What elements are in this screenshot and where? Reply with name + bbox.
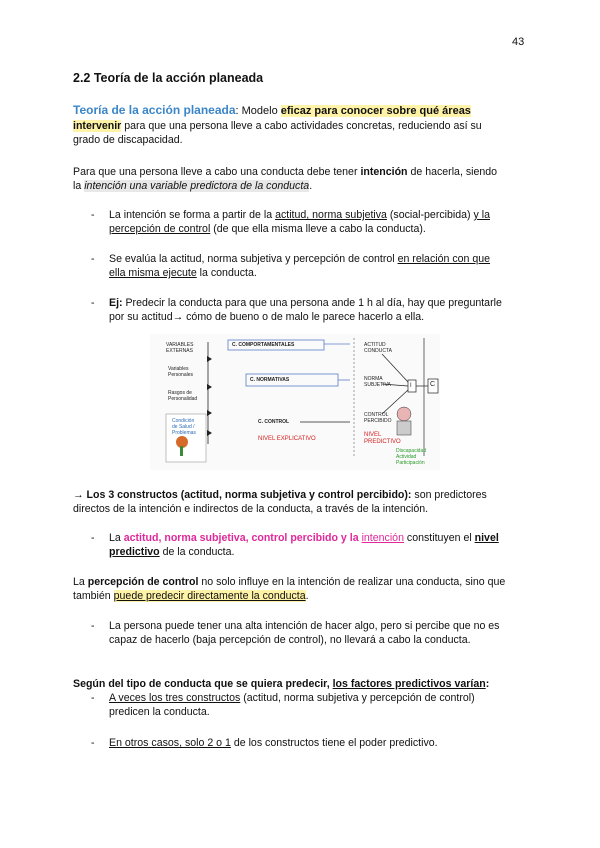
fig-text: VARIABLES — [166, 342, 194, 348]
text: Modelo — [238, 105, 281, 117]
text: . — [309, 180, 313, 192]
para2-line-2 — [73, 179, 312, 193]
fig-text: Problemas — [172, 430, 196, 436]
fig-text: EXTERNAS — [166, 348, 193, 354]
text: (social-percibida) — [386, 209, 474, 221]
page-number: 43 — [512, 36, 525, 48]
bold-text: los factores predictivos varían — [332, 678, 486, 690]
fig-text: Personales — [168, 372, 194, 378]
text: la conducta. — [196, 267, 257, 279]
text: de hacerla, siendo — [407, 166, 498, 178]
constructs-line-1 — [73, 488, 487, 502]
section-heading: 2.2 Teoría de la acción planeada — [73, 71, 264, 85]
bullet-dash: - — [91, 737, 95, 749]
text: (de que ella misma lleve a cabo la conducta). — [210, 223, 426, 235]
para4-line — [73, 677, 489, 691]
fig-text: Discapacidad — [396, 448, 427, 454]
underlined-text: En otros casos, solo 2 o 1 — [109, 737, 231, 749]
bullet-nivel-line-1 — [109, 531, 499, 545]
bullet-control-line-2: capaz de hacerlo (baja percepción de control), no llevará a cabo la conducta. — [109, 634, 471, 646]
bold-text: : — [485, 678, 490, 690]
para3-line-1 — [73, 575, 505, 589]
bold-text: predictivo — [109, 546, 160, 558]
italic-text: intención una variable predictora de la conducta — [84, 180, 310, 192]
underlined-text: actitud, norma subjetiva — [275, 209, 387, 221]
underlined-text: en relación con que — [397, 253, 491, 265]
highlight-text: eficaz para conocer sobre qué áreas — [280, 105, 471, 117]
pink-text: intención — [361, 532, 404, 544]
text: son predictores — [411, 489, 487, 501]
fig-text: I — [410, 383, 412, 389]
fig-text: Personalidad — [168, 396, 198, 402]
fig-text: PREDICTIVO — [364, 439, 401, 445]
bold-text: Según del tipo de conducta que se quiera predecir, — [73, 678, 333, 690]
bullet-dash: - — [91, 297, 95, 309]
text: La intención se forma a partir de la — [109, 209, 276, 221]
text: constituyen el — [403, 532, 475, 544]
bullet-dash: - — [91, 692, 95, 704]
text: Para que una persona lleve a cabo una conducta debe tener — [73, 166, 361, 178]
text: de la conducta. — [159, 546, 235, 558]
fig-text: C. CONTROL — [258, 419, 290, 425]
text: La — [73, 576, 88, 588]
text: La — [109, 532, 124, 544]
fig-text: NIVEL — [364, 432, 382, 438]
fig-text: C. COMPORTAMENTALES — [232, 342, 295, 348]
bold-text: → Los 3 constructos (actitud, norma subjetiva y control percibido): — [73, 489, 412, 501]
fig-text: Actividad — [396, 454, 417, 460]
text: Se evalúa la actitud, norma subjetiva y percepción de control — [109, 253, 398, 265]
bold-text: percepción de control — [87, 576, 199, 588]
text: Predecir la conducta para que una persona ande 1 h al día, hay que preguntarle — [122, 297, 502, 309]
text: la — [73, 180, 85, 192]
fig-text: NORMA — [364, 376, 383, 382]
tap-diagram — [150, 334, 440, 470]
para3-line-2 — [73, 589, 309, 603]
bullet-dash: - — [91, 253, 95, 265]
underlined-text: ella misma ejecute — [109, 267, 197, 279]
underlined-text: y la — [473, 209, 490, 221]
bold-text: intención — [360, 166, 408, 178]
bullet-dash: - — [91, 620, 95, 632]
bullet2-line-1 — [109, 252, 490, 266]
fig-text: Participación — [396, 460, 425, 466]
text: de los constructos tiene el poder predictivo. — [230, 737, 438, 749]
fig-text: CONTROL — [364, 412, 389, 418]
fig-text: PERCIBIDO — [364, 418, 392, 424]
fig-text: de Salud / — [172, 424, 195, 430]
text: (actitud, norma subjetiva y percepción de control) — [240, 692, 475, 704]
text: también — [73, 590, 114, 602]
fig-text: CONDUCTA — [364, 348, 392, 354]
bullet2-line-2 — [109, 266, 257, 280]
constructs-line-2: directos de la intención e indirectos de la conducta, a través de la intención. — [73, 503, 429, 515]
intro-line-3: grado de discapacidad. — [73, 134, 183, 146]
bullet-nivel-line-2 — [109, 545, 234, 559]
fig-text: ACTITUD — [364, 342, 386, 348]
intro-line-1 — [73, 103, 471, 118]
underlined-text: percepción de control — [109, 223, 211, 235]
pink-text: actitud, norma subjetiva, control percibido y la — [123, 532, 362, 544]
underlined-text: A veces los tres constructos — [109, 692, 241, 704]
bullet-control-line-1: La persona puede tener una alta intención de hacer algo, pero si percibe que no es — [109, 620, 500, 632]
bullet5-line-1 — [109, 736, 438, 750]
fig-text: NIVEL EXPLICATIVO — [258, 436, 316, 442]
bullet3-line-1 — [109, 296, 502, 310]
fig-text: Condición — [172, 418, 195, 424]
intro-line-2 — [73, 119, 482, 133]
bullet1-line-2 — [109, 222, 426, 236]
fig-text: C — [430, 381, 436, 388]
bullet4-line-2: predicen la conducta. — [109, 706, 210, 718]
highlight-text: intervenir — [73, 120, 122, 132]
fig-text: Rasgos de — [168, 390, 192, 396]
bullet3-line-2: por su actitud→ cómo de bueno o de malo le parece hacerlo a ella. — [109, 311, 425, 323]
fig-text: C. NORMATIVAS — [250, 377, 290, 383]
text: para que una persona lleve a cabo actividades concretas, reduciendo así su — [121, 120, 482, 132]
bold-text: Ej: — [109, 297, 123, 309]
colon: : — [235, 105, 239, 117]
fig-text: SUBJETIVA — [364, 382, 391, 388]
bullet4-line-1 — [109, 691, 475, 705]
text: . — [305, 590, 309, 602]
highlight-text: puede predecir directamente la conducta — [113, 590, 306, 602]
fig-text: Variables — [168, 366, 189, 372]
para2-line-1 — [73, 165, 497, 179]
bullet-dash: - — [91, 209, 95, 221]
text: no solo influye en la intención de realizar una conducta, sino que — [198, 576, 506, 588]
bold-text: nivel — [474, 532, 499, 544]
bullet1-line-1 — [109, 208, 490, 222]
term-highlight: Teoría de la acción planeada — [73, 103, 236, 117]
bullet-dash: - — [91, 532, 95, 544]
